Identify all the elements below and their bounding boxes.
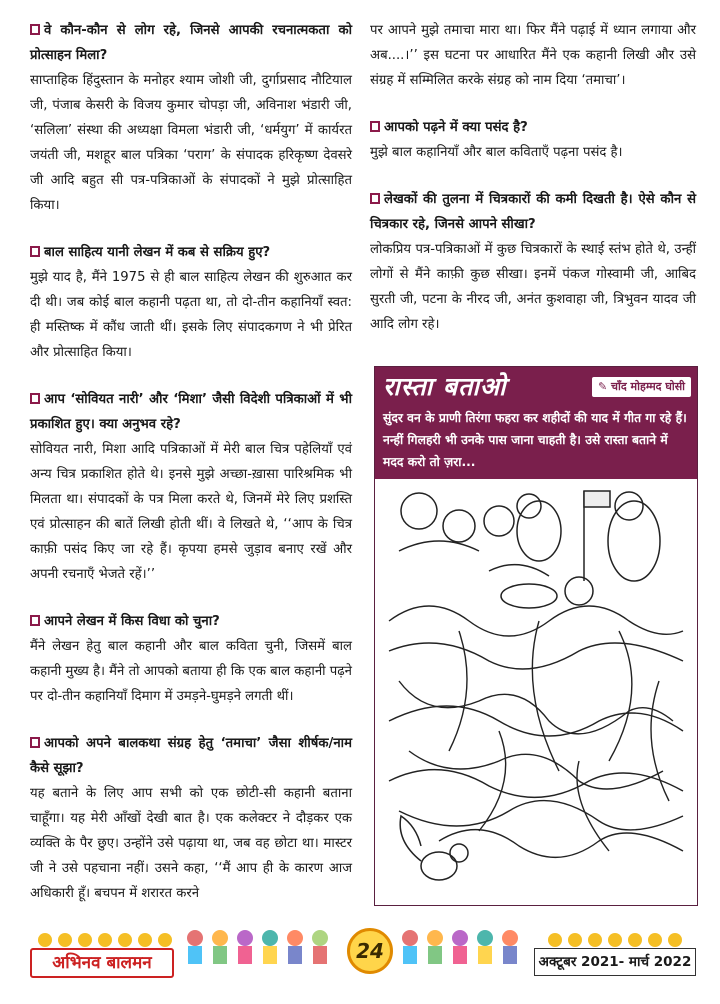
question-box-icon	[370, 193, 380, 204]
answer: मैंने लेखन हेतु बाल कहानी और बाल कविता चुनी, जिसमें बाल कहानी मुख्य है। मैंने तो आपको बताया ही कि एक बाल कहानी पढ़ने पर दो-तीन कहानियाँ दिमाग में उमड़ने-घुमड़ने लगती थीं।	[30, 639, 352, 704]
issue-date: अक्टूबर 2021- मार्च 2022	[534, 948, 696, 976]
left-column	[30, 18, 352, 928]
question-box-icon	[30, 246, 40, 257]
question: लेखकों की तुलना में चित्रकारों की कमी दिखती है। ऐसे कौन से चित्रकार रहे, जिनसे आपने सीखा?	[370, 192, 696, 232]
answer: लोकप्रिय पत्र-पत्रिकाओं में कुछ चित्रकारों के स्थाई स्तंभ होते थे, उन्हीं लोगों से मैंने काफ़ी कुछ सीखा। इनमें पंकज गोस्वामी जी, आबिद सुरती जी, पटना के नीरद जी, अनंत कुशवाहा जी, त्रिभुवन यादव जी आदि लोग रहे।	[370, 242, 696, 332]
puzzle-title: रास्ता बताओ	[383, 372, 507, 401]
puzzle-author: ✎ चाँद मोहम्मद घोसी	[592, 377, 691, 397]
question: बाल साहित्य यानी लेखन में कब से सक्रिय हुए?	[30, 240, 352, 265]
question: आपको अपने बालकथा संग्रह हेतु ‘तमाचा’ जैसा शीर्षक/नाम कैसे सूझा?	[30, 736, 352, 776]
maze-illustration	[379, 481, 693, 901]
question-box-icon	[30, 24, 40, 35]
question: आपने लेखन में किस विधा को चुना?	[30, 609, 352, 634]
answer: मुझे याद है, मैंने 1975 से ही बाल साहित्य लेखन की शुरुआत कर दी थी। जब कोई बाल कहानी पढ़ता था, तो दो-तीन कहानियाँ स्वत: ही मस्तिष्क में कौंध जाती थीं। इसके लिए संपादकगण ने भी प्रेरित और प्रोत्साहित किया।	[30, 270, 352, 360]
answer: मुझे बाल कहानियाँ और बाल कविताएँ पढ़ना पसंद है।	[370, 145, 623, 160]
puzzle-header	[375, 367, 697, 403]
right-column	[370, 18, 696, 359]
question-box-icon	[30, 615, 40, 626]
question-box-icon	[30, 737, 40, 748]
question: वे कौन-कौन से लोग रहे, जिनसे आपकी रचनात्मकता को प्रोत्साहन मिला?	[30, 23, 352, 63]
answer: यह बताने के लिए आप सभी को एक छोटी-सी कहानी बताना चाहूँगा। यह मेरी आँखों देखी बात है। एक कलेक्टर ने दौड़कर एक व्यक्ति के पैर छुए। उन्होंने उसे पढ़ाया था, जब वह छोटा था। मास्टर जी ने उसे पहचाना नहीं। उसने कहा, ‘‘मैं आप ही के कारण आज अधिकारी हूँ। बचपन में शरारत करने	[30, 786, 352, 901]
magazine-name: अभिनव बालमन	[30, 948, 174, 978]
question: आप ‘सोवियत नारी’ और ‘मिशा’ जैसी विदेशी पत्रिकाओं में भी प्रकाशित हुए। क्या अनुभव रहे?	[30, 392, 352, 432]
answer: साप्ताहिक हिंदुस्तान के मनोहर श्याम जोशी जी, दुर्गाप्रसाद नौटियाल जी, पंजाब केसरी के विजय कुमार चोपड़ा जी, अविनाश भंडारी जी, ‘सलिला’ संस्था की अध्यक्षा विमला भंडारी जी, ‘धर्मयुग’ में कार्यरत जयंती जी, मशहूर बाल पत्रिका ‘पराग’ के संपादक हरिकृष्ण देवसरे जी आदि बहुत सी पत्र-पत्रिकाओं के संपादकों ने मुझे प्रोत्साहित किया।	[30, 73, 352, 213]
answer: सोवियत नारी, मिशा आदि पत्रिकाओं में मेरी बाल चित्र पहेलियाँ एवं अन्य चित्र प्रकाशित होते थे। इनसे मुझे अच्छा-ख़ासा पारिश्रमिक भी मिलता था। संपादकों के पत्र मिला करते थे, जिनमें मेरे लिए प्रशस्ति एवं प्रोत्साहन की बातें लिखी होती थीं। वे लिखते थे, ‘‘आप के चित्र काफ़ी पसंद किए जा रहे हैं। कृपया हमसे जुड़ाव बनाए रखें और अपनी रचनाएँ भेजते रहें।’’	[30, 442, 352, 582]
question-box-icon	[30, 393, 40, 404]
page-footer	[0, 920, 720, 1004]
page-number: 24	[347, 928, 393, 974]
question: आपको पढ़ने में क्या पसंद है?	[370, 115, 696, 140]
puzzle-description: सुंदर वन के प्राणी तिरंगा फहरा कर शहीदों की याद में गीत गा रहे हैं। नन्हीं गिलहरी भी उनके पास जाना चाहती है। उसे रास्ता बताने में मदद करो तो ज़रा...	[375, 403, 697, 479]
answer-continued: पर आपने मुझे तमाचा मारा था। फिर मैंने पढ़ाई में ध्यान लगाया और अब....।’’ इस घटना पर आधारित मैंने एक कहानी लिखी और उसे संग्रह में सम्मिलित करके संग्रह को नाम दिया ‘तमाचा’।	[370, 23, 696, 88]
maze-puzzle-box	[374, 366, 698, 906]
question-box-icon	[370, 121, 380, 132]
